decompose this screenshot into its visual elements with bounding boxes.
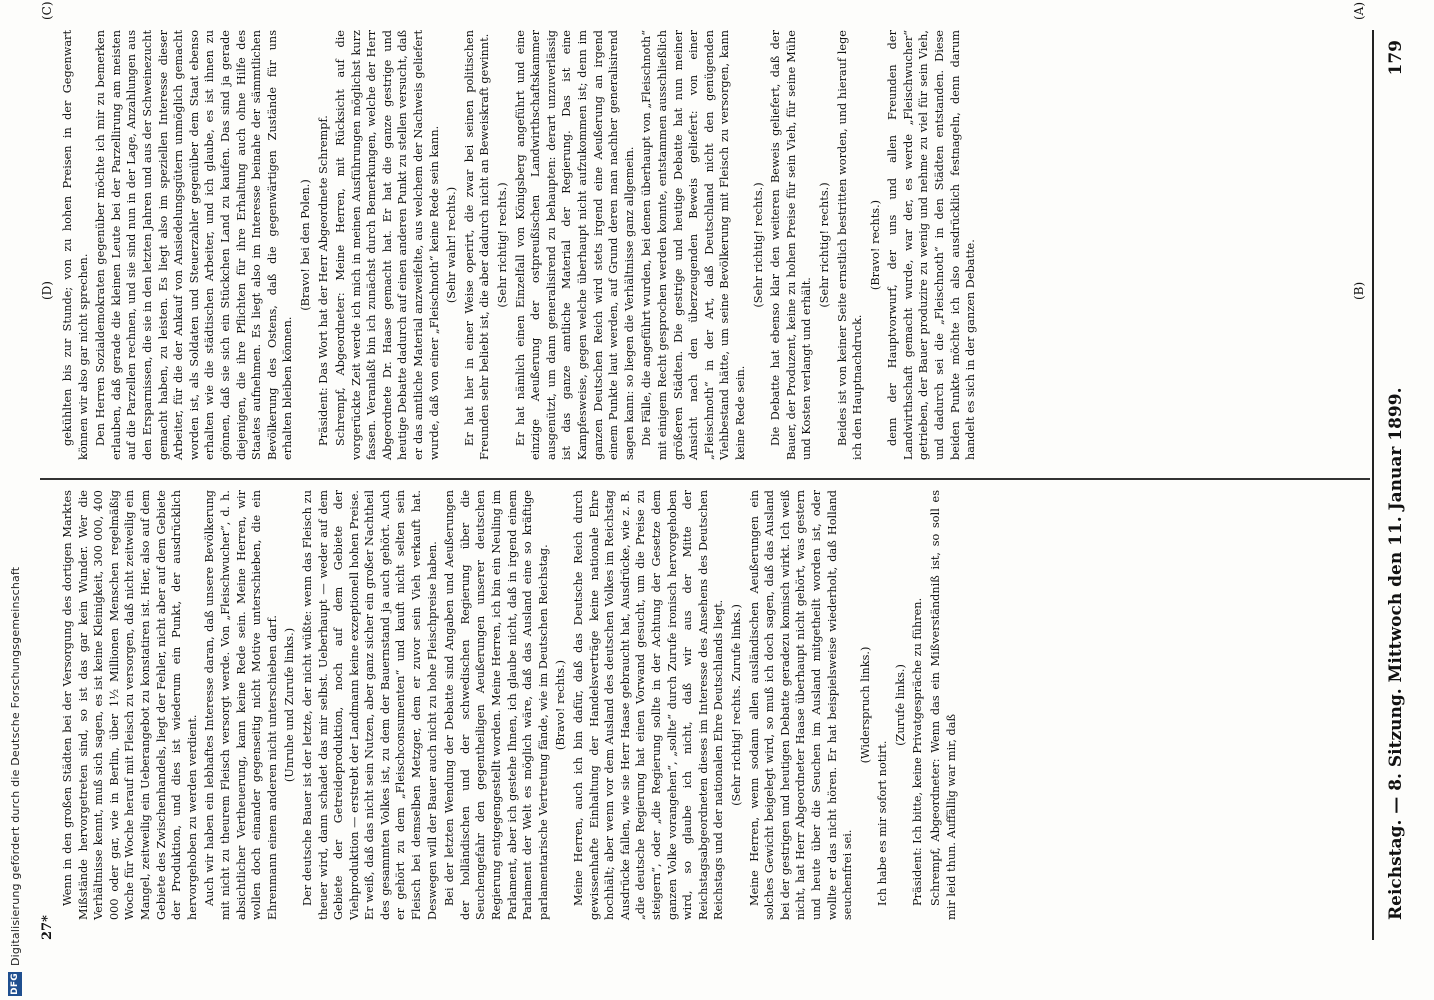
interjection: (Sehr richtig! rechts. Zurufe links.) — [729, 604, 743, 806]
left-column — [60, 30, 1360, 460]
margin-marker-c: (C) — [40, 1, 54, 20]
page-number: 179 — [1386, 40, 1406, 76]
paragraph: Meine Herren, wenn sodann allen ausländischen Aeußerungen ein solches Gewicht beigelegt wird, so muß ich doch sagen, daß das Ausland bei der gestrigen und heutigen Debatte geradezu komisch wirkt. Ich weiß nicht, hat Herr Abgeordneter Haase überhaupt nicht gehört, was gestern und heute über die Seuchen im Ausland mitgetheilt worden ist, oder wollte er das nicht hören. Er hat beispielsweise wiederholt, daß Holland seuchenfrei sei. — [747, 490, 855, 920]
running-head — [1378, 40, 1414, 920]
paragraph: Der deutsche Bauer ist der letzte, der nicht wüßte: wenn das Fleisch zu theuer wird, dann schadet das mir selbst. Ueberhaupt — weder auf dem Gebiete der Getreideproduktion, noch auf dem Gebiete der Viehproduktion — erstrebt der Landmann keine exzeptionell hohen Preise. Er weiß, daß das nicht sein Nutzen, aber ganz sicher ein großer Nachtheil des gesammten Volkes ist, zu dem der Bauernstand ja auch gehört. Auch er gehört zu dem „Fleischconsumenten“ und kauft nicht selten sein Fleisch bei demselben Metzger, dem er zuvor sein Vieh verkauft hat. Deswegen will der Bauer auch nicht zu hohe Fleischpreise haben. — [300, 490, 439, 920]
paragraph: Den Herren Sozialdemokraten gegenüber möchte ich mir zu bemerken erlauben, daß gerade die kleinen Leute bei der Parzellirung am meisten auf die Parzellen rechnen, und sie sind nun in der Lage, Anzahlungen aus den Ersparnissen, die sie in den letzten Jahren und aus der Schweinezucht gemacht haben, zu leisten. Es liegt also im speziellen Interesse dieser Arbeiter, für die der Ankauf von Ansiedelungsgütern unmöglich gemacht worden ist, als Soldaten und Steuerzahler gegenüber dem Staat ebenso erhalten wie die städtischen Arbeiter, und ich glaube, es ist ihnen zu gönnen, daß sie sich ein Stückchen Land zu kaufen. Das sind ja gerade diejenigen, die ihre Pflichten für ihre Erhaltung auch ohne Hilfe des Staates aufnehmen. Es liegt also im Interesse beinahe der sämmtlichen Bevölkerung des Ostens, daß die gegenwärtigen Zustände für uns erhalten bleiben können. — [94, 30, 295, 460]
paragraph: Präsident: Ich bitte, keine Privatgespräche zu führen. — [911, 597, 925, 906]
paragraph: Auch wir haben ein lebhaftes Interesse daran, daß unsere Bevölkerung mit nicht zu theurem Fleisch versorgt werde. Von „Fleischwucher“, d. h. absichtlicher Vertheuerung, kann keine Rede sein. Meine Herren, wir wollen doch einander gegenseitig nicht Motive unterschieben, die ein Ehrenmann einem anderen nicht unterschieben darf. — [203, 490, 279, 920]
paragraph: Die Debatte hat ebenso klar den weiteren Beweis geliefert, daß der Bauer, der Produzent, keine zu hohen Preise für sein Vieh, für seine Mühe und Kosten verlangt und erhält. — [769, 30, 814, 460]
digitization-credit-text: Digitalisierung gefördert durch die Deutsche Forschungsgemeinschaft — [8, 566, 22, 966]
paragraph: gekühlten bis zur Stunde; von zu hohen Preisen in der Gegenwart können wir also gar nicht sprechen. — [61, 30, 90, 460]
interjection: (Bravo! bei den Polen.) — [298, 179, 312, 311]
margin-marker-d: (D) — [40, 281, 54, 300]
paragraph: Beides ist von keiner Seite ernstlich bestritten worden, und hierauf lege ich den Hauptnachdruck. — [835, 30, 865, 460]
paragraph: Er hat hier in einer Weise operirt, die zwar bei seinen politischen Freunden sehr beliebt ist, die aber dadurch nicht an Beweiskraft gewinnt. — [462, 30, 492, 460]
right-column — [60, 490, 1360, 920]
interjection: (Bravo! rechts.) — [868, 199, 882, 291]
header-rule — [1372, 30, 1374, 940]
interjection: (Widerspruch links.) — [858, 646, 872, 764]
interjection: (Sehr richtig! rechts.) — [751, 182, 765, 308]
digitization-credit — [2, 6, 28, 996]
paragraph: Schrempf, Abgeordneter: Meine Herren, mit Rücksicht auf die vorgerückte Zeit werde ich mich in meinen Ausführungen möglichst kurz fassen. Veranlaßt bin ich zunächst durch Bemerkungen, welche der Herr Abgeordnete Dr. Haase gemacht hat. Er hat die ganze gestrige und heutige Debatte dadurch auf einen anderen Punkt zu stellen versucht, daß er das amtliche Material anzweifelte, aus welchem der Nachweis geliefert wurde, daß von einer „Fleischnoth“ keine Rede sein kann. — [334, 30, 441, 460]
interjection: (Sehr wahr! rechts.) — [445, 186, 459, 304]
margin-marker-a: (A) — [1352, 1, 1366, 20]
interjection: (Zurufe links.) — [893, 664, 907, 746]
header-title: Reichstag. — 8. Sitzung. Mittwoch den 11. Januar 1899. — [1386, 387, 1406, 920]
paragraph: Er hat nämlich einen Einzelfall von Königsberg angeführt und eine einzige Aeußerung der ostpreußischen Landwirthschaftskammer ausgenützt, um dann generalisirend zu behaupten: derart unzuverlässig ist das ganze amtliche Material der Regierung. Das ist eine Kampfesweise, gegen welche überhaupt nicht aufzukommen ist; denn im ganzen Deutschen Reich wird stets irgend eine Aeußerung an irgend einem Punkte laut werden, auf Grund deren man nachher generalisirend sagen kann: so liegen die Verhältnisse ganz allgemein. — [513, 30, 636, 460]
paragraph: Präsident: Das Wort hat der Herr Abgeordnete Schrempf. — [316, 115, 330, 446]
paragraph: denn der Hauptvorwurf, der uns und allen Freunden der Landwirthschaft gemacht wurde, war der, es werde „Fleischwucher“ getrieben, der Bauer produzire zu wenig und nehme zu viel für sein Vieh, und dadurch sei die „Fleischnoth“ in den Städten entstanden. Diese beiden Punkte möchte ich also ausdrücklich festnageln, denn darum handelt es sich in der ganzen Debatte. — [886, 30, 978, 460]
paragraph: Die Fälle, die angeführt wurden, bei denen überhaupt von „Fleischnoth“ mit einigem Recht gesprochen werden konnte, entstammen ausschließlich größeren Städten. Die gestrige und heutige Debatte hat nun meiner Ansicht nach den überzeugenden Beweis geliefert: von einer „Fleischnoth“ in der Art, daß Deutschland nicht den genügenden Viehbestand hätte, um seine Bevölkerung mit Fleisch zu versorgen, kann keine Rede sein. — [640, 30, 747, 460]
printer-signature: 27* — [40, 915, 55, 940]
paragraph: Meine Herren, auch ich bin dafür, daß das Deutsche Reich durch gewissenhafte Einhaltung der Handelsverträge keine nationale Ehre hochhält; aber wenn vor dem Ausland des deutschen Volkes im Reichstag Ausdrücke fallen, wie sie Herr Haase gebraucht hat, Ausdrücke, wie z. B. „die deutsche Regierung hat einen Vorwand gesucht, um die Preise zu steigern“, oder „die Regierung sollte in der Achtung der Gesetze dem ganzen Volke vorangehen“, „sollte“ durch Zurufe ironisch hervorgehoben wird, so glaube ich nicht, daß wir aus der Mitte der Reichstagsabgeordneten dieses im Interesse des Ansehens des Deutschen Reichstags und der nationalen Ehre Deutschlands liegt. — [572, 490, 726, 920]
interjection: (Sehr richtig! rechts.) — [496, 182, 510, 308]
margin-marker-b: (B) — [1352, 281, 1366, 300]
paragraph: Bei der letzten Wendung der Debatte sind Angaben und Aeußerungen der holländischen und der schwedischen Regierung über die Seuchengefahr den gegentheiligen Aeußerungen unserer deutschen Regierung entgegengestellt worden. Meine Herren, ich bin ein Neuling im Parlament, aber ich gestehe Ihnen, ich glaube nicht, daß in irgend einem Parlament der Welt es möglich wäre, daß das Ausland eine so kräftige parlamentarische Vertretung fände, wie im Deutschen Reichstag. — [443, 490, 550, 920]
paragraph: Wenn in den großen Städten bei der Versorgung des dortigen Marktes Mißstände hervorgetreten sind, so ist das gar kein Wunder. Wer die Verhältnisse kennt, muß sich sagen, es ist keine Kleinigkeit, 300 000, 400 000 oder gar, wie in Berlin, über 1½ Millionen Menschen regelmäßig Woche für Woche herauf mit Fleisch zu versorgen, daß nicht zeitweilig ein Mangel, zeitweilig ein Ueberangebot zu konstatiren ist. Hier, also auf dem Gebiete des Zwischenhandels, liegt der Fehler, nicht aber auf dem Gebiete der Produktion, und dies ist wiederum ein Punkt, der ausdrücklich hervorgehoben zu werden verdient. — [61, 490, 199, 920]
interjection: (Bravo! rechts.) — [554, 659, 568, 751]
paragraph: Ich habe es mir sofort notirt. — [876, 740, 890, 906]
interjection: (Unruhe und Zurufe links.) — [283, 627, 297, 783]
paragraph: Schrempf, Abgeordneter: Wenn das ein Mißverständniß ist, so soll es mir leid thun. Auffällig war mir, daß — [929, 490, 958, 920]
interjection: (Sehr richtig! rechts.) — [817, 182, 831, 308]
column-rule — [40, 478, 1370, 480]
dfg-logo: DFG — [10, 973, 20, 995]
